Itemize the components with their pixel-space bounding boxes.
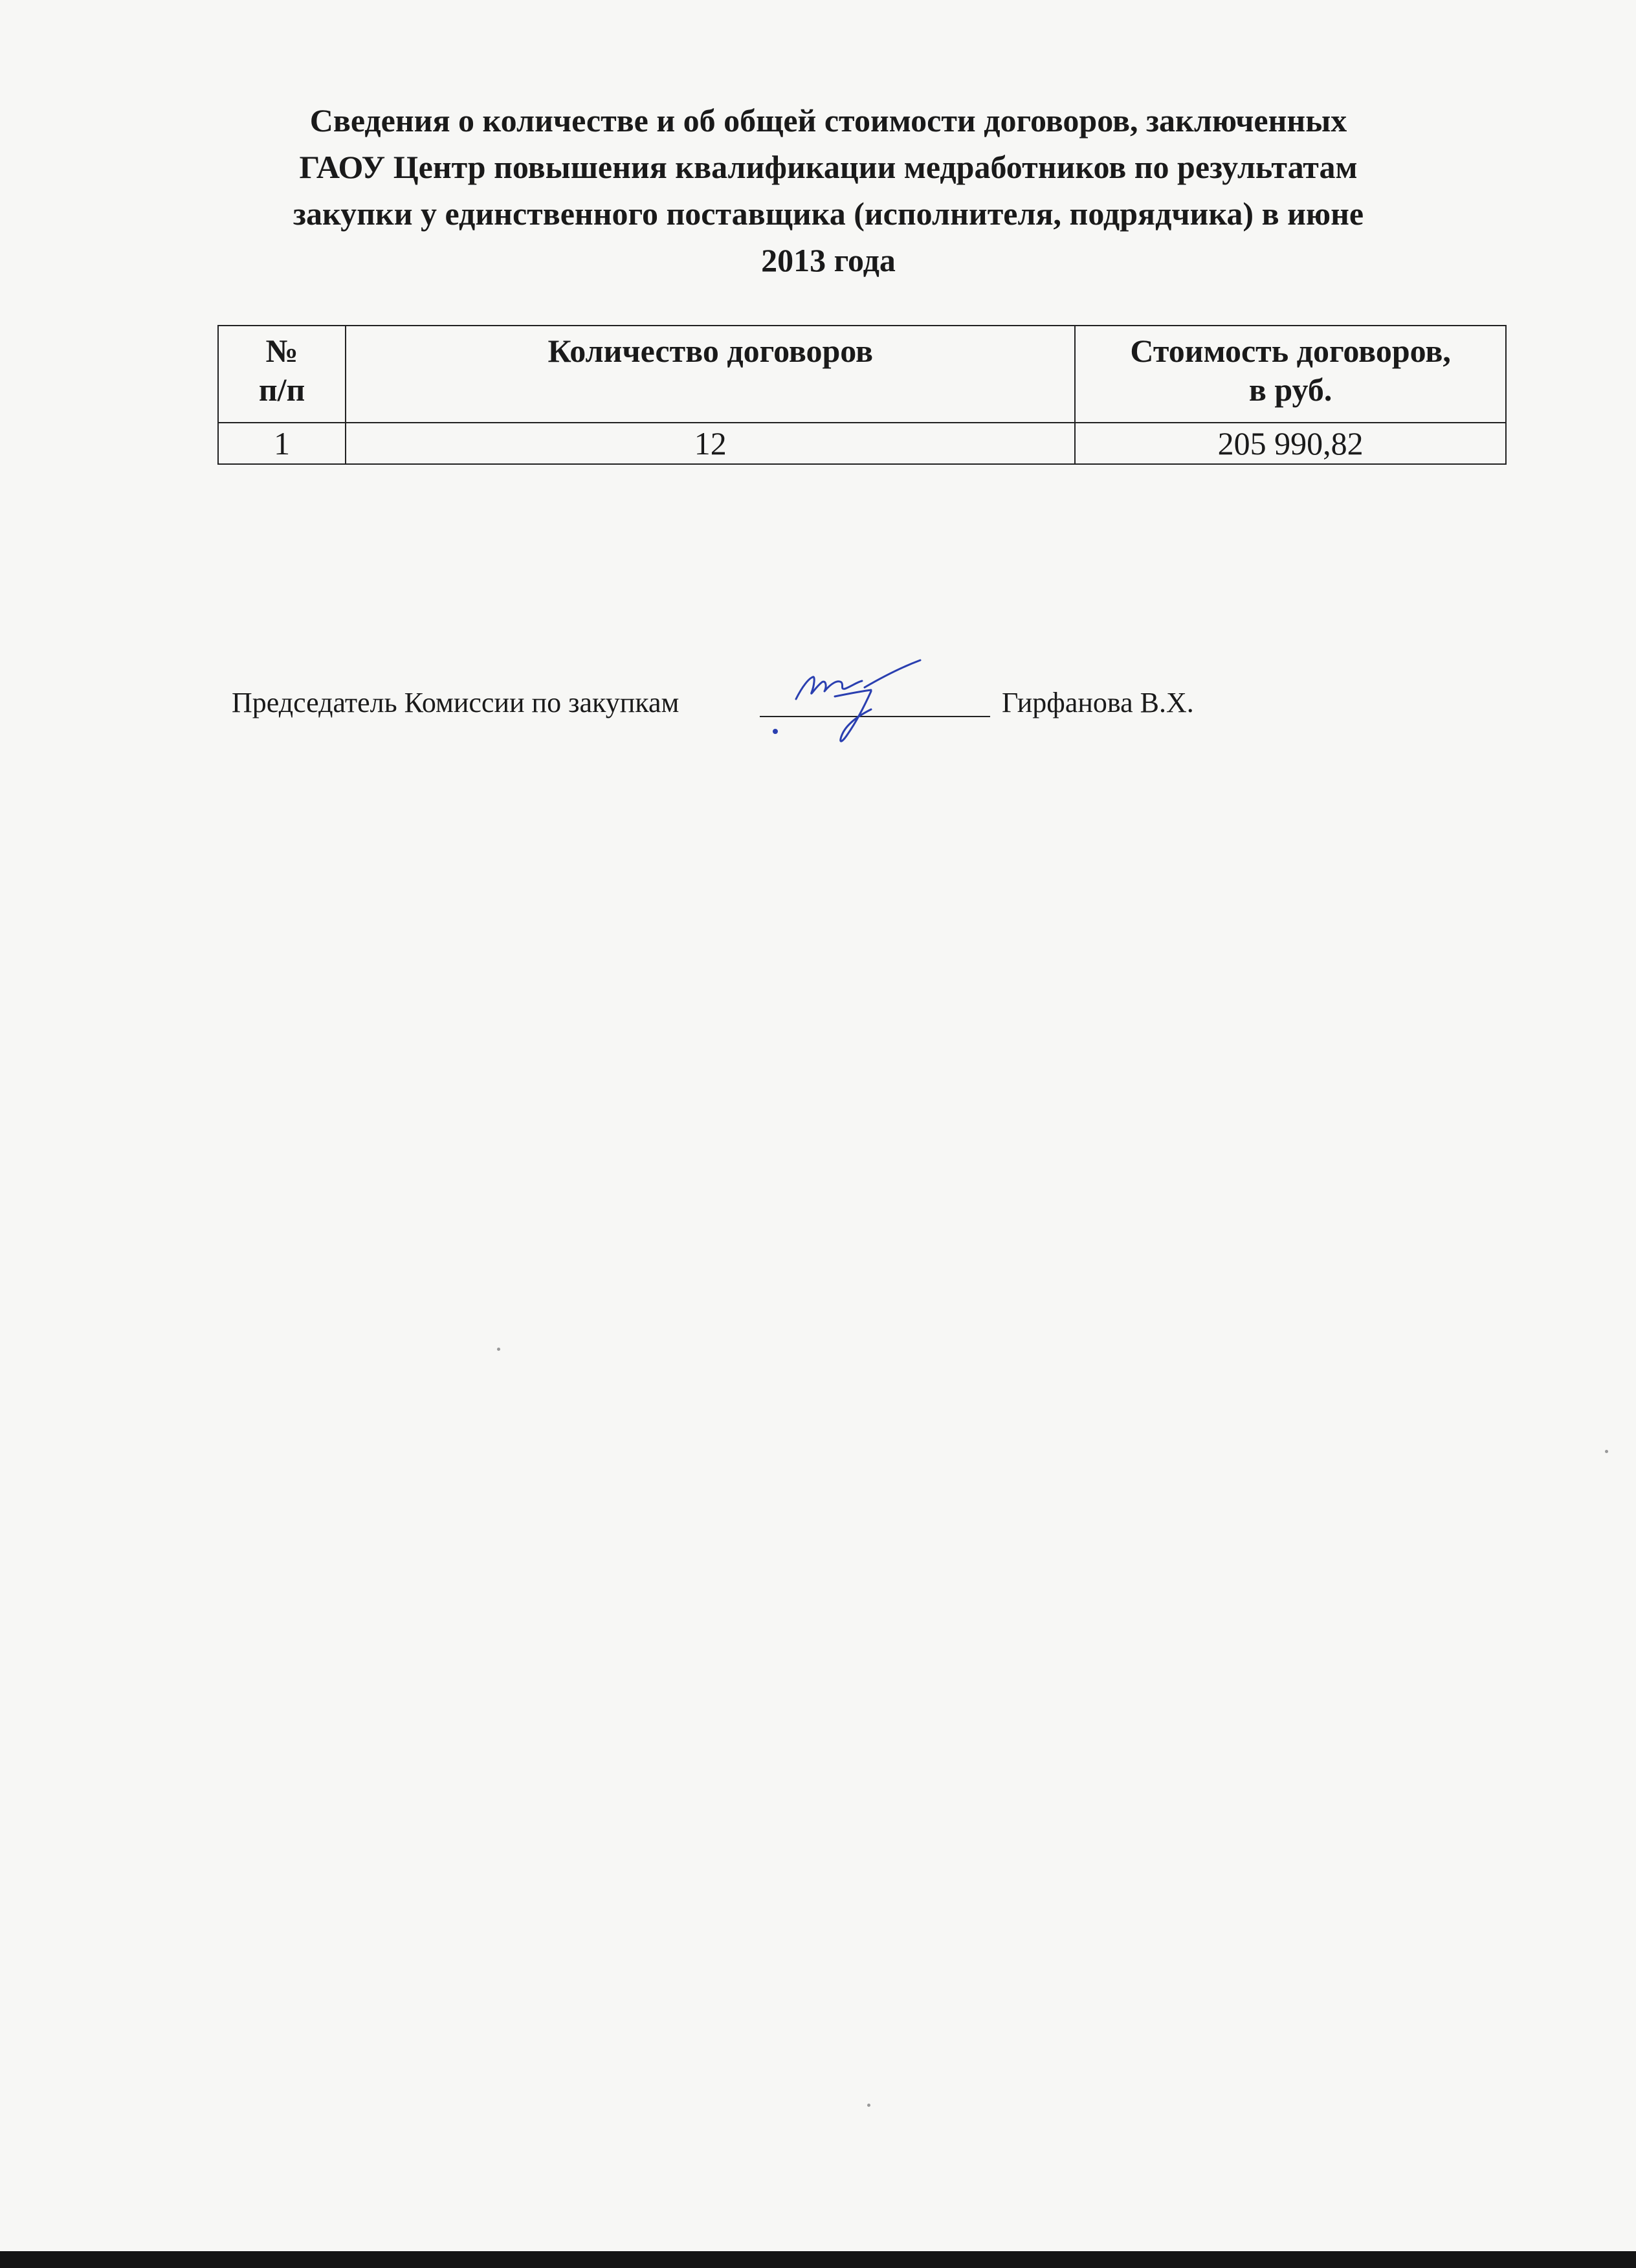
- header-contract-cost: [1075, 326, 1506, 423]
- scan-border: [0, 2251, 1636, 2268]
- cell-number: 1: [218, 423, 346, 464]
- scan-speck: [867, 2104, 870, 2107]
- header-cost-line-2: в руб.: [1248, 372, 1332, 408]
- header-number: [218, 326, 346, 423]
- title-line-3: закупки у единственного поставщика (исполнителя, подрядчика) в июне: [293, 195, 1364, 232]
- signatory-title: Председатель Комиссии по закупкам: [232, 687, 680, 718]
- header-number-symbol: №: [265, 333, 298, 369]
- scan-speck: [1605, 1450, 1608, 1453]
- contracts-table: [217, 325, 1507, 465]
- title-line-2: ГАОУ Центр повышения квалификации медработников по результатам: [299, 149, 1358, 185]
- title-line-1: Сведения о количестве и об общей стоимости договоров, заключенных: [309, 102, 1347, 139]
- document-title: [194, 97, 1463, 284]
- header-number-abbrev: п/п: [258, 372, 305, 408]
- table-header-row: [218, 326, 1506, 423]
- table-row: [218, 423, 1506, 464]
- cell-contract-cost: 205 990,82: [1075, 423, 1506, 464]
- cell-contract-count: 12: [346, 423, 1075, 464]
- scan-speck: [497, 1348, 500, 1351]
- signatory-name: Гирфанова В.Х.: [1002, 687, 1194, 718]
- title-line-4: 2013 года: [761, 242, 896, 278]
- header-cost-line-1: Стоимость договоров,: [1130, 333, 1451, 369]
- handwritten-signature: [751, 654, 971, 751]
- header-contract-count: Количество договоров: [346, 326, 1075, 423]
